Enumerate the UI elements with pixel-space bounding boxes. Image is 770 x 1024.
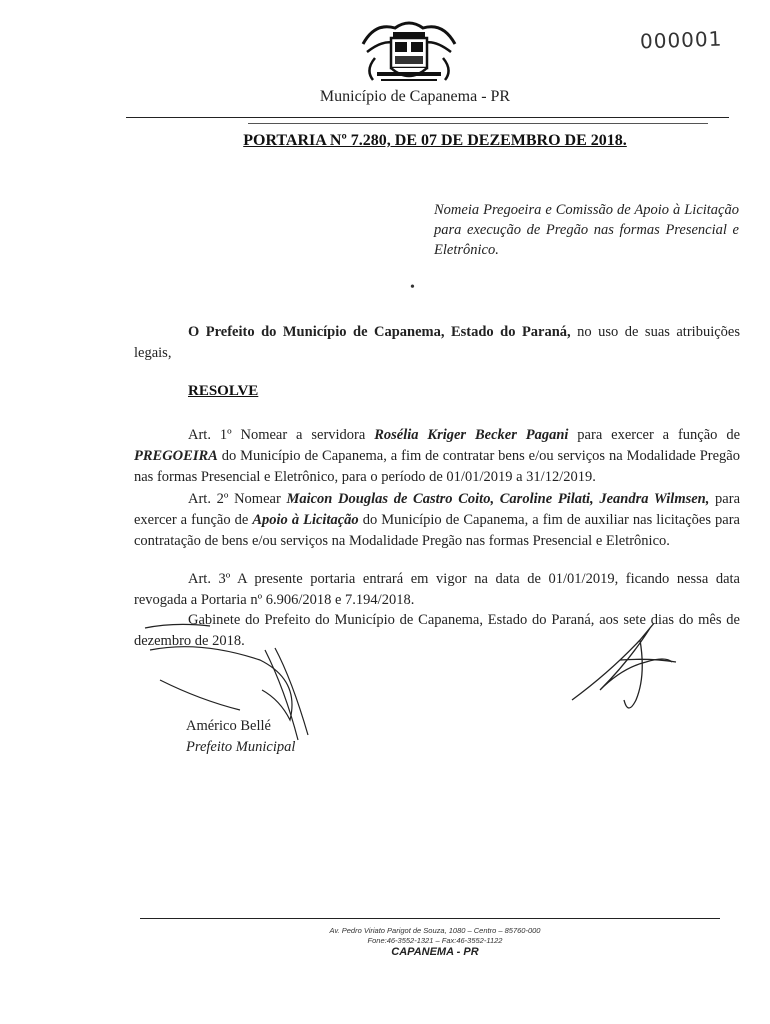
article-2 bbox=[134, 489, 740, 552]
preamble-paragraph bbox=[134, 322, 740, 364]
footer-address-line-2: Fone:46-3552-1321 – Fax:46-3552-1122 bbox=[367, 936, 503, 945]
article-1-text-b: para exercer a função de bbox=[568, 427, 740, 443]
header-rule bbox=[126, 117, 729, 118]
document-summary: Nomeia Pregoeira e Comissão de Apoio à Licitação para execução de Pregão nas formas Presencial e Eletrônico. bbox=[434, 202, 739, 258]
closing-paragraph bbox=[134, 610, 740, 652]
municipal-crest-icon bbox=[355, 14, 463, 90]
header-rule-secondary bbox=[248, 123, 708, 124]
signatory-role: Prefeito Municipal bbox=[186, 739, 296, 755]
signatory-name: Américo Bellé bbox=[186, 718, 271, 734]
document-title: PORTARIA Nº 7.280, DE 07 DE DEZEMBRO DE 2018. bbox=[243, 132, 627, 149]
page-number-stamp: 000001 bbox=[639, 26, 723, 54]
preamble-text: no uso de suas atribuições legais, bbox=[134, 324, 740, 361]
resolve-heading: RESOLVE bbox=[188, 383, 259, 399]
footer-city: CAPANEMA - PR bbox=[391, 946, 479, 958]
article-1-text-c: do Município de Capanema, a fim de contratar bens e/ou serviços na Modalidade Pregão nas formas Presencial e Eletrônico, para o período de 01/01/2019 a 31/12/2019. bbox=[134, 448, 740, 485]
article-3 bbox=[134, 569, 740, 611]
scan-mark: • bbox=[410, 280, 415, 295]
article-2-text-b: para exercer a função de bbox=[134, 491, 741, 528]
article-1 bbox=[134, 425, 740, 488]
footer-rule bbox=[140, 918, 720, 919]
article-1-role: PREGOEIRA bbox=[134, 448, 218, 464]
footer-address bbox=[0, 926, 770, 946]
preamble-authority: O Prefeito do Município de Capanema, Estado do Paraná, bbox=[188, 324, 571, 340]
closing-text: Gabinete do Prefeito do Município de Capanema, Estado do Paraná, aos sete dias do mês de dezembro de 2018. bbox=[134, 612, 740, 649]
article-3-label: Art. 3º bbox=[188, 571, 231, 587]
article-1-appointee: Rosélia Kriger Becker Pagani bbox=[374, 427, 569, 443]
article-3-text: A presente portaria entrará em vigor na data de 01/01/2019, ficando nessa data revogada a Portaria nº 6.906/2018 e 7.194/2018. bbox=[134, 571, 740, 608]
article-2-appointees: Maicon Douglas de Castro Coito, Caroline Pilati, Jeandra Wilmsen, bbox=[286, 491, 710, 507]
article-1-text-a: Nomear a servidora bbox=[231, 427, 375, 443]
article-1-label: Art. 1º bbox=[188, 427, 232, 443]
footer-address-line-1: Av. Pedro Viriato Parigot de Souza, 1080 – Centro – 85760-000 bbox=[329, 926, 541, 935]
article-2-text-c: do Município de Capanema, a fim de auxiliar nas licitações para contratação de bens e/ou serviços na Modalidade Pregão nas formas Presencial e Eletrônico. bbox=[134, 512, 740, 549]
article-2-text-a: Nomear bbox=[228, 491, 287, 507]
article-2-label: Art. 2º bbox=[188, 491, 229, 507]
municipality-header: Município de Capanema - PR bbox=[319, 88, 511, 105]
article-2-role: Apoio à Licitação bbox=[252, 512, 359, 528]
